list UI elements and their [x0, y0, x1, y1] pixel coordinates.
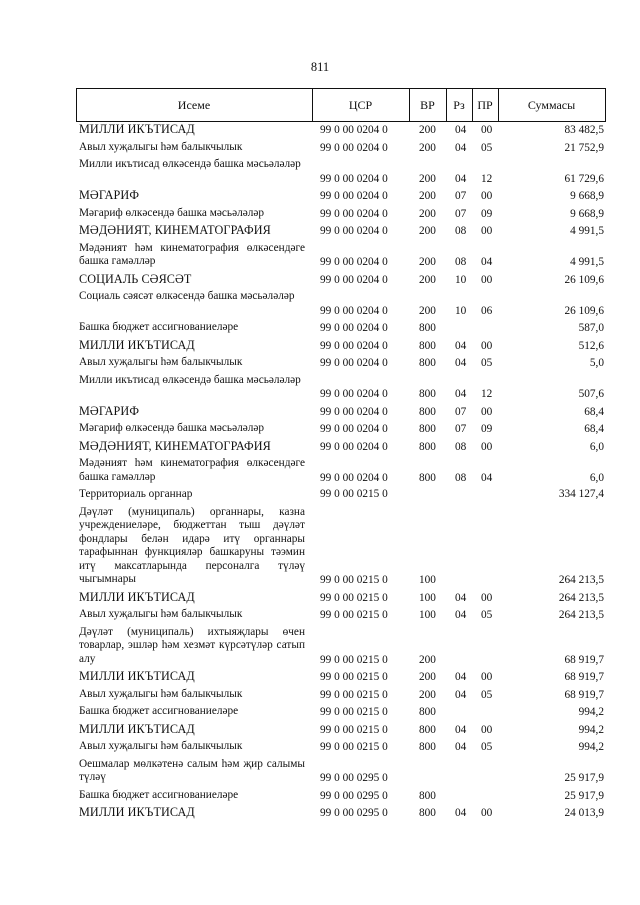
row-vr: 200: [419, 207, 436, 220]
row-pr: 00: [481, 225, 493, 237]
row-vr: 800: [419, 339, 436, 352]
table-row: [76, 272, 606, 290]
row-vr: 800: [419, 357, 436, 369]
table-row: [76, 487, 606, 505]
row-csr: 99 0 00 0204 0: [320, 172, 388, 185]
row-amount: 264 213,5: [558, 591, 604, 604]
table-row: [76, 157, 606, 188]
row-rz: 07: [455, 190, 467, 202]
row-amount: 334 127,4: [558, 488, 604, 500]
row-pr: 00: [481, 124, 493, 136]
row-name: МИЛЛИ ИКЪТИСАД: [79, 721, 195, 736]
row-name: Социаль сәясәт өлкәсендә башка мәсьәләләр: [79, 290, 295, 302]
row-amount: 68,4: [584, 405, 604, 418]
row-rz: 04: [455, 723, 467, 736]
row-name: Авыл хуҗалыгы һәм балыкчылык: [79, 687, 243, 700]
row-vr: 200: [419, 671, 436, 683]
row-amount: 512,6: [578, 339, 604, 352]
table-row: [76, 421, 606, 439]
row-rz: 04: [455, 688, 467, 701]
row-vr: 200: [419, 653, 436, 666]
row-name: Мәгариф өлкәсендә башка мәсьәләләр: [79, 422, 265, 434]
table-row: [76, 456, 606, 487]
row-csr: 99 0 00 0215 0: [320, 723, 388, 736]
row-amount: 25 917,9: [564, 789, 604, 802]
row-name: Мәдәният һәм кинематография өлкәсендәге башка гамәлләр: [79, 457, 305, 483]
header-name: Исеме: [177, 98, 211, 112]
row-csr: 99 0 00 0204 0: [320, 471, 388, 484]
row-csr: 99 0 00 0204 0: [320, 190, 388, 202]
row-csr: 99 0 00 0295 0: [320, 772, 388, 784]
table-row: [76, 805, 606, 823]
row-csr: 99 0 00 0204 0: [320, 388, 388, 400]
table-header: [76, 88, 606, 122]
row-pr: 09: [481, 207, 493, 220]
row-vr: 800: [419, 706, 436, 718]
header-csr: ЦСР: [348, 98, 373, 112]
row-name: Милли икътисад өлкәсендә башка мәсьәләләр: [79, 373, 301, 386]
row-vr: 800: [419, 741, 436, 753]
row-amount: 507,6: [578, 388, 604, 400]
table-row: [76, 140, 606, 158]
row-csr: 99 0 00 0215 0: [320, 574, 388, 586]
row-rz: 07: [455, 405, 467, 418]
page-number: 811: [310, 60, 330, 74]
table-row: [76, 289, 606, 320]
row-amount: 994,2: [578, 706, 604, 718]
table-row: [76, 223, 606, 241]
table-row: [76, 338, 606, 356]
row-csr: 99 0 00 0215 0: [320, 688, 388, 701]
row-csr: 99 0 00 0215 0: [320, 591, 388, 604]
row-vr: 200: [419, 225, 436, 237]
row-rz: 08: [455, 256, 467, 268]
row-amount: 68,4: [584, 423, 604, 435]
row-pr: 00: [481, 807, 493, 819]
row-amount: 25 917,9: [564, 772, 604, 784]
row-csr: 99 0 00 0204 0: [320, 423, 388, 435]
table-row: [76, 687, 606, 705]
row-vr: 200: [419, 141, 436, 154]
row-rz: 08: [455, 440, 467, 453]
table-row: [76, 739, 606, 757]
row-vr: 800: [419, 471, 436, 484]
row-csr: 99 0 00 0215 0: [320, 706, 388, 718]
row-csr: 99 0 00 0215 0: [320, 609, 388, 621]
row-pr: 00: [481, 273, 493, 286]
row-vr: 200: [419, 190, 436, 202]
row-pr: 00: [481, 671, 493, 683]
row-name: Авыл хуҗалыгы һәм балыкчылык: [79, 356, 243, 368]
row-rz: 04: [455, 807, 467, 819]
table-row: [76, 607, 606, 625]
row-name: Башка бюджет ассигнованиеләре: [79, 788, 239, 801]
row-name: МӘГАРИФ: [79, 188, 140, 202]
row-vr: 800: [419, 322, 436, 334]
row-amount: 68 919,7: [564, 688, 604, 701]
row-pr: 09: [481, 423, 493, 435]
row-name: Авыл хуҗалыгы һәм балыкчылык: [79, 140, 243, 153]
row-vr: 100: [419, 609, 436, 621]
table-row: [76, 505, 606, 590]
row-amount: 24 013,9: [564, 807, 604, 819]
row-pr: 00: [481, 405, 493, 418]
row-csr: 99 0 00 0215 0: [320, 653, 388, 666]
row-name: Дәүләт (муниципаль) ихтыяҗлары өчен товарлар, эшләр һәм хезмәт күрсәтүләр сатып алу: [79, 625, 305, 665]
header-amount: Суммасы: [527, 98, 576, 112]
table-row: [76, 122, 606, 140]
row-amount: 587,0: [578, 322, 604, 334]
row-pr: 04: [481, 256, 493, 268]
row-amount: 83 482,5: [564, 124, 604, 136]
row-pr: 12: [481, 172, 493, 185]
row-pr: 05: [481, 688, 493, 701]
row-csr: 99 0 00 0204 0: [320, 141, 388, 154]
row-rz: 07: [455, 423, 467, 435]
row-csr: 99 0 00 0204 0: [320, 339, 388, 352]
row-amount: 5,0: [589, 357, 604, 369]
header-pr: ПР: [477, 98, 493, 112]
row-vr: 100: [419, 591, 436, 604]
row-rz: 08: [455, 225, 467, 237]
row-amount: 264 213,5: [558, 574, 604, 586]
row-amount: 68 919,7: [564, 671, 604, 683]
row-amount: 61 729,6: [564, 172, 604, 185]
row-name: МӘДӘНИЯТ, КИНЕМАТОГРАФИЯ: [79, 438, 271, 453]
row-csr: 99 0 00 0204 0: [320, 405, 388, 418]
row-csr: 99 0 00 0215 0: [320, 488, 388, 500]
row-vr: 800: [419, 789, 436, 802]
row-amount: 21 752,9: [564, 141, 604, 154]
row-rz: 04: [455, 609, 467, 621]
row-rz: 10: [455, 304, 467, 317]
table-row: [76, 722, 606, 740]
row-amount: 9 668,9: [570, 190, 604, 202]
row-amount: 26 109,6: [564, 273, 604, 286]
row-name: МИЛЛИ ИКЪТИСАД: [79, 805, 195, 819]
row-name: Башка бюджет ассигнованиеләре: [79, 321, 239, 333]
row-amount: 6,0: [589, 471, 604, 484]
row-rz: 04: [455, 172, 467, 185]
header-rz: Рз: [453, 98, 465, 112]
row-amount: 68 919,7: [564, 653, 604, 666]
row-rz: 07: [455, 207, 467, 220]
table-row: [76, 757, 606, 788]
row-name: Территориаль органнар: [79, 488, 193, 500]
row-name: МӘДӘНИЯТ, КИНЕМАТОГРАФИЯ: [79, 223, 271, 237]
row-rz: 04: [455, 591, 467, 604]
row-rz: 04: [455, 671, 467, 683]
row-name: СОЦИАЛЬ СӘЯСӘТ: [79, 271, 192, 286]
row-name: МИЛЛИ ИКЪТИСАД: [79, 337, 195, 352]
row-vr: 800: [419, 388, 436, 400]
row-vr: 200: [419, 273, 436, 286]
budget-table: [76, 88, 606, 823]
row-rz: 10: [455, 273, 467, 286]
row-vr: 200: [419, 688, 436, 701]
row-rz: 04: [455, 388, 467, 400]
row-name: Оешмалар мөлкәтенә салым һәм җир салымы түләү: [79, 757, 305, 783]
row-csr: 99 0 00 0204 0: [320, 322, 388, 334]
row-pr: 12: [481, 388, 493, 400]
header-vr: ВР: [420, 98, 435, 112]
row-name: Милли икътисад өлкәсендә башка мәсьәләләр: [79, 158, 301, 170]
row-pr: 00: [481, 591, 493, 604]
row-name: МИЛЛИ ИКЪТИСАД: [79, 669, 195, 683]
table-row: [76, 206, 606, 224]
table-row: [76, 625, 606, 670]
row-csr: 99 0 00 0215 0: [320, 671, 388, 683]
row-rz: 08: [455, 471, 467, 484]
row-pr: 06: [481, 304, 493, 317]
row-csr: 99 0 00 0204 0: [320, 124, 388, 136]
table-row: [76, 704, 606, 722]
row-csr: 99 0 00 0204 0: [320, 273, 388, 286]
table-row: [76, 788, 606, 806]
row-csr: 99 0 00 0204 0: [320, 357, 388, 369]
row-csr: 99 0 00 0204 0: [320, 225, 388, 237]
row-pr: 04: [481, 471, 493, 484]
row-pr: 00: [481, 723, 493, 736]
row-vr: 200: [419, 172, 436, 185]
table-row: [76, 188, 606, 206]
row-vr: 200: [419, 256, 436, 268]
row-vr: 200: [419, 304, 436, 317]
row-name: Мәдәният һәм кинематография өлкәсендәге башка гамәлләр: [79, 241, 305, 267]
row-rz: 04: [455, 141, 467, 154]
row-vr: 100: [419, 574, 436, 586]
row-name: МӘГАРИФ: [79, 403, 140, 418]
row-amount: 6,0: [589, 440, 604, 453]
row-csr: 99 0 00 0204 0: [320, 256, 388, 268]
row-amount: 994,2: [578, 723, 604, 736]
row-pr: 05: [481, 141, 493, 154]
row-name: Башка бюджет ассигнованиеләре: [79, 705, 239, 717]
row-pr: 05: [481, 741, 493, 753]
row-csr: 99 0 00 0215 0: [320, 741, 388, 753]
row-name: Дәүләт (муниципаль) органнары, казна учреждениеләре, бюджеттан тыш дәүләт фондлары белән идарә итү органнары тарафыннан функцияләр башкаруны тәэмин итү максатларында персоналга түләү чыгымнары: [79, 505, 305, 585]
row-name: МИЛЛИ ИКЪТИСАД: [79, 122, 195, 136]
row-pr: 00: [481, 339, 493, 352]
table-row: [76, 669, 606, 687]
row-vr: 800: [419, 405, 436, 418]
row-vr: 800: [419, 807, 436, 819]
row-name: МИЛЛИ ИКЪТИСАД: [79, 589, 195, 604]
row-amount: 994,2: [578, 741, 604, 753]
row-vr: 800: [419, 723, 436, 736]
row-name: Авыл хуҗалыгы һәм балыкчылык: [79, 740, 243, 752]
row-csr: 99 0 00 0204 0: [320, 304, 388, 317]
table-row: [76, 241, 606, 272]
row-amount: 4 991,5: [570, 225, 604, 237]
row-amount: 4 991,5: [570, 256, 604, 268]
row-pr: 00: [481, 440, 493, 453]
table-row: [76, 404, 606, 422]
table-row: [76, 320, 606, 338]
row-csr: 99 0 00 0295 0: [320, 807, 388, 819]
row-rz: 04: [455, 357, 467, 369]
row-csr: 99 0 00 0204 0: [320, 207, 388, 220]
row-rz: 04: [455, 741, 467, 753]
row-pr: 05: [481, 609, 493, 621]
row-vr: 800: [419, 440, 436, 453]
table-row: [76, 373, 606, 404]
row-csr: 99 0 00 0295 0: [320, 789, 388, 802]
table-body: [76, 122, 606, 823]
row-vr: 200: [419, 124, 436, 136]
row-amount: 9 668,9: [570, 207, 604, 220]
row-rz: 04: [455, 124, 467, 136]
row-amount: 264 213,5: [558, 609, 604, 621]
row-name: Авыл хуҗалыгы һәм балыкчылык: [79, 608, 243, 620]
row-name: Мәгариф өлкәсендә башка мәсьәләләр: [79, 206, 265, 219]
row-amount: 26 109,6: [564, 304, 604, 317]
row-vr: 800: [419, 423, 436, 435]
table-row: [76, 355, 606, 373]
row-pr: 05: [481, 357, 493, 369]
row-pr: 00: [481, 190, 493, 202]
table-row: [76, 439, 606, 457]
row-rz: 04: [455, 339, 467, 352]
row-csr: 99 0 00 0204 0: [320, 440, 388, 453]
table-row: [76, 590, 606, 608]
